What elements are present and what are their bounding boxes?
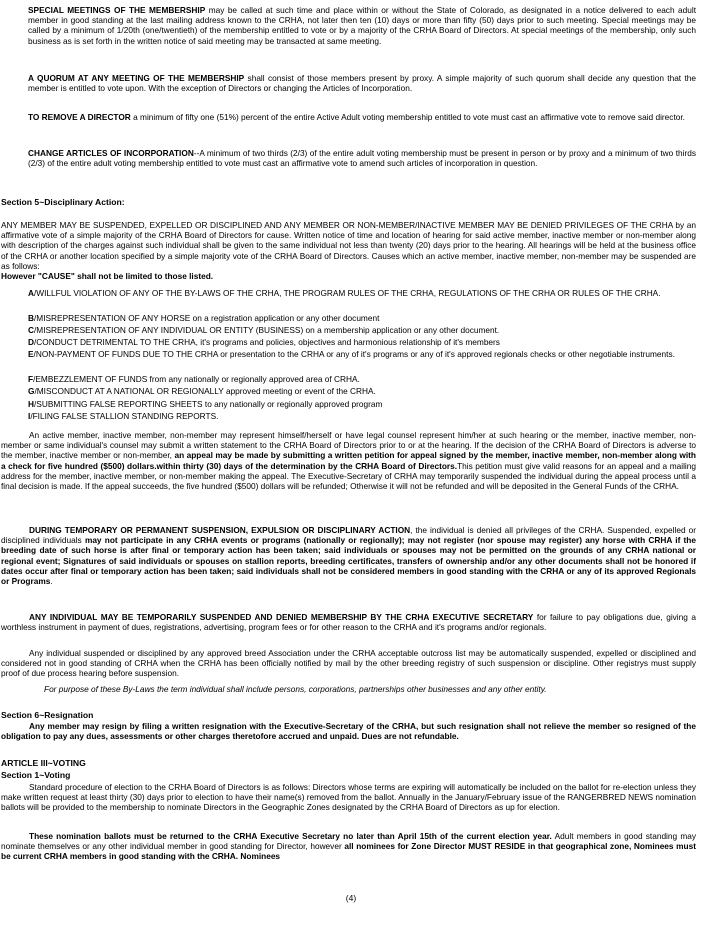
appeal-paragraph xyxy=(1,430,696,491)
any-individual-paragraph xyxy=(1,612,696,632)
page-number: (4) xyxy=(345,893,357,903)
any-individual-text: for failure to pay obligations due, giving a worthless instrument in payment of dues, registrations, advertising, program fees or for other reason to the CRHA and it's programs and/or regionals. xyxy=(1,612,696,633)
nomination-ballots-tail: all nominees for Zone Director MUST RESIDE in that geographical zone, Nominees must be current CRHA members in good standing with the CRHA. Nominees xyxy=(1,841,697,862)
cause-text: /EMBEZZLEMENT OF FUNDS from any nationally or regionally approved area of CRHA. xyxy=(33,374,360,384)
appeal-text-c: This petition must give valid reasons for an appeal and a mailing address for the member, inactive member, or non-member making the appeal. The Executive-Secretary of CRHA may temporarily suspended the individual during the appeal process until a final decision is made. If the appeal succeeds, the five hundred ($500) dollars will be refunded; Otherwise it will not be refunded and will be deposited in the General Funds of the CRHA. xyxy=(1,460,696,492)
section5-intro-text: ANY MEMBER MAY BE SUSPENDED, EXPELLED OR DISCIPLINED AND ANY MEMBER OR NON-MEMBER/INACTIVE MEMBER MAY BE DENIED PRIVILEGES OF THE CRHA by an affirmative vote of a simple majority of the CRHA Board of Directors for cause. Written notice of time and location of hearing for said active member, inactive member or non-member along with description of the charges against such individual shall be given to the same individual not less than twenty (20) days prior to the hearing. All hearings will be held at the business office of the CRHA or another location specified by a simple majority vote of the CRHA Board of Directors. Causes which an active member, inactive member, non-member may be suspended are as follows: xyxy=(1,220,696,271)
cause-key: B xyxy=(28,313,34,323)
nomination-ballots-paragraph xyxy=(1,831,696,862)
cause-key: H xyxy=(28,399,34,409)
any-individual-heading: ANY INDIVIDUAL MAY BE TEMPORARILY SUSPENDED AND DENIED MEMBERSHIP BY THE CRHA EXECUTIVE SECRETARY xyxy=(29,612,534,622)
during-suspension-text-b: may not participate in any CRHA events or programs (nationally or regionally); may not register (nor spouse may register) any horse with CRHA if the breeding date of such horse is after final or temporary action has been taken; said individuals or spouses may not be permitted on the grounds of any CRHA national or regional event; Signatures of said individuals or spouses on stallion reports, breeding certificates, transfers of ownership and/or any other documents shall not be honored if dates occur after final or temporary action has been taken; said individuals shall not be considered members in good standing with the CRHA or any of its approved Regionals or Programs xyxy=(1,535,696,587)
special-meetings-text: may be called at such time and place within or without the State of Colorado, as designated in a notice delivered to each adult member in good standing at the last mailing address known to the CRHA, not later then ten (10) days or more than fifty (50) days prior to such meeting. Special meetings may be called by a minimum of 1/20th (one/twentieth) of the membership entitled to vote or by a majority of the CRHA Board of Directors. At special meetings of the membership, only such business as is set forth in the written notice of said meeting may be transacted at same meeting. xyxy=(28,5,697,46)
breed-association-paragraph xyxy=(1,648,696,679)
during-suspension-paragraph xyxy=(1,525,696,586)
during-suspension-text-a: , the individual is denied all privileges of the CRHA. Suspended, expelled or disciplined individuals xyxy=(1,525,696,546)
remove-director-text: a minimum of fifty one (51%) percent of the entire Active Adult voting membership entitled to vote must cast an affirmative vote to remove said director. xyxy=(130,112,685,122)
cause-item-i xyxy=(28,411,696,421)
article3-heading: ARTICLE III~VOTING xyxy=(1,758,86,768)
purpose-note xyxy=(44,684,696,694)
cause-item-d xyxy=(28,337,696,347)
cause-key: A xyxy=(28,288,34,298)
purpose-text: For purpose of these By-Laws the term individual shall include persons, corporations, partnerships other businesses and any other entity. xyxy=(44,684,547,694)
section6-heading: Section 6~Resignation xyxy=(1,710,94,720)
cause-item-e xyxy=(28,349,696,359)
special-meetings-heading: SPECIAL MEETINGS OF THE MEMBERSHIP xyxy=(28,5,206,15)
cause-text: /MISCONDUCT AT A NATIONAL OR REGIONALLY approved meeting or event of the CRHA. xyxy=(34,386,376,396)
cause-key: C xyxy=(28,325,34,335)
cause-key: D xyxy=(28,337,34,347)
nomination-ballots-text: Adult members in good standing may nominate themselves or any other individual member in good standing for Director, however xyxy=(1,831,696,852)
cause-item-b xyxy=(28,313,696,323)
cause-item-g xyxy=(28,386,696,396)
cause-item-f xyxy=(28,374,696,384)
cause-text: /SUBMITTING FALSE REPORTING SHEETS to any nationally or regionally approved program xyxy=(34,399,383,409)
change-articles-text: --A minimum of two thirds (2/3) of the entire adult voting membership must be present in person or by proxy and a minimum of two thirds (2/3) of the entire adult voting membership entitled to vote must cast an affirmative vote to amend such articles of incorporation in question. xyxy=(28,148,696,169)
remove-director-paragraph xyxy=(28,112,696,122)
section5-heading: Section 5~Disciplinary Action: xyxy=(1,197,125,207)
cause-key: F xyxy=(28,374,34,384)
appeal-text-a: An active member, inactive member, non-member may represent himself/herself or have legal counsel represent him/her at such hearing or the member, inactive member, non-member or same individual's counsel may submit a written statement to the CRHA Board of Directors prior to or at the hearing. If the decision of the CRHA Board of Directors is adverse to the member, inactive member or non-member, xyxy=(1,430,696,461)
cause-text: /CONDUCT DETRIMENTAL TO THE CRHA, it's programs and policies, objectives and harmonious relationship of it's members xyxy=(34,337,500,347)
during-suspension-end: . xyxy=(50,576,53,587)
quorum-text: shall consist of those members present by proxy. A simple majority of such quorum shall decide any question that the member is entitled to vote upon. With the exception of Directors or changing the Articles of Incorporation. xyxy=(28,73,696,94)
resignation-paragraph: Any member may resign by filing a written resignation with the Executive-Secretary of the CRHA, but such resignation shall not relieve the member so resigned of the obligation to pay any dues, assessments or other charges theretofore accrued and unpaid. Dues are not refundable. xyxy=(1,721,696,742)
change-articles-heading: CHANGE ARTICLES OF INCORPORATION xyxy=(28,148,194,158)
cause-item-h xyxy=(28,399,696,409)
cause-text: /NON-PAYMENT OF FUNDS DUE TO THE CRHA or presentation to the CRHA or any of it's programs or any of it's approved regionals checks or other negotiable instruments. xyxy=(33,349,675,359)
cause-text: /MISREPRESENTATION OF ANY HORSE on a registration application or any other document xyxy=(34,313,380,323)
remove-director-heading: TO REMOVE A DIRECTOR xyxy=(28,112,131,122)
cause-key: I xyxy=(28,411,31,421)
election-procedure-paragraph: Standard procedure of election to the CRHA Board of Directors is as follows: Directors whose terms are expiring will automatically be included on the ballot for re-election unless they make written request at least thirty (30) days prior to election to have their name(s) removed from the ballot. Annually in the January/February issue of the RANGERBRED NEWS nomination ballots will be provided to the membership to nominate Directors in the Geographic Zones designated by the CRHA Board of Directors as up for election. xyxy=(1,782,696,813)
cause-key: E xyxy=(28,349,34,359)
cause-text: /MISREPRESENTATION OF ANY INDIVIDUAL OR ENTITY (BUSINESS) on a membership application or any other document. xyxy=(34,325,500,335)
special-meetings-paragraph xyxy=(28,5,696,46)
quorum-heading: A QUORUM AT ANY MEETING OF THE MEMBERSHIP xyxy=(28,73,245,83)
cause-item-c xyxy=(28,325,696,335)
change-articles-paragraph xyxy=(28,148,696,168)
cause-text: /WILLFUL VIOLATION OF ANY OF THE BY-LAWS OF THE CRHA, THE PROGRAM RULES OF THE CRHA, REGULATIONS OF THE CRHA OR RULES OF THE CRHA. xyxy=(34,288,661,298)
during-suspension-heading: DURING TEMPORARY OR PERMANENT SUSPENSION, EXPULSION OR DISCIPLINARY ACTION xyxy=(29,525,411,535)
cause-key: G xyxy=(28,386,35,396)
nomination-ballots-heading: These nomination ballots must be returned to the CRHA Executive Secretary no later than April 15th of the current election year. xyxy=(29,831,552,841)
article3-section1-heading: Section 1~Voting xyxy=(1,770,71,780)
cause-text: /FILING FALSE STALLION STANDING REPORTS. xyxy=(30,411,219,421)
breed-association-text: Any individual suspended or disciplined by any approved breed Association under the CRHA acceptable outcross list may be automatically suspended, expelled or disciplined and considered not in good standing of CRHA when the CRHA has been officially notified by mail by the other breeding registry of such suspension or discipline. Other registrys must supply proof of due process hearing before suspension. xyxy=(1,648,696,679)
quorum-paragraph xyxy=(28,73,696,93)
appeal-text-b: an appeal may be made by submitting a written petition for appeal signed by the member, inactive member, non-member along with a check for five hundred ($500) dollars.within thirty (30) days of the determination by the CRHA Board of Directors. xyxy=(1,450,697,471)
cause-line: However "CAUSE" shall not be limited to those listed. xyxy=(1,271,214,282)
section5-intro xyxy=(1,220,696,281)
cause-item-a xyxy=(28,288,696,298)
